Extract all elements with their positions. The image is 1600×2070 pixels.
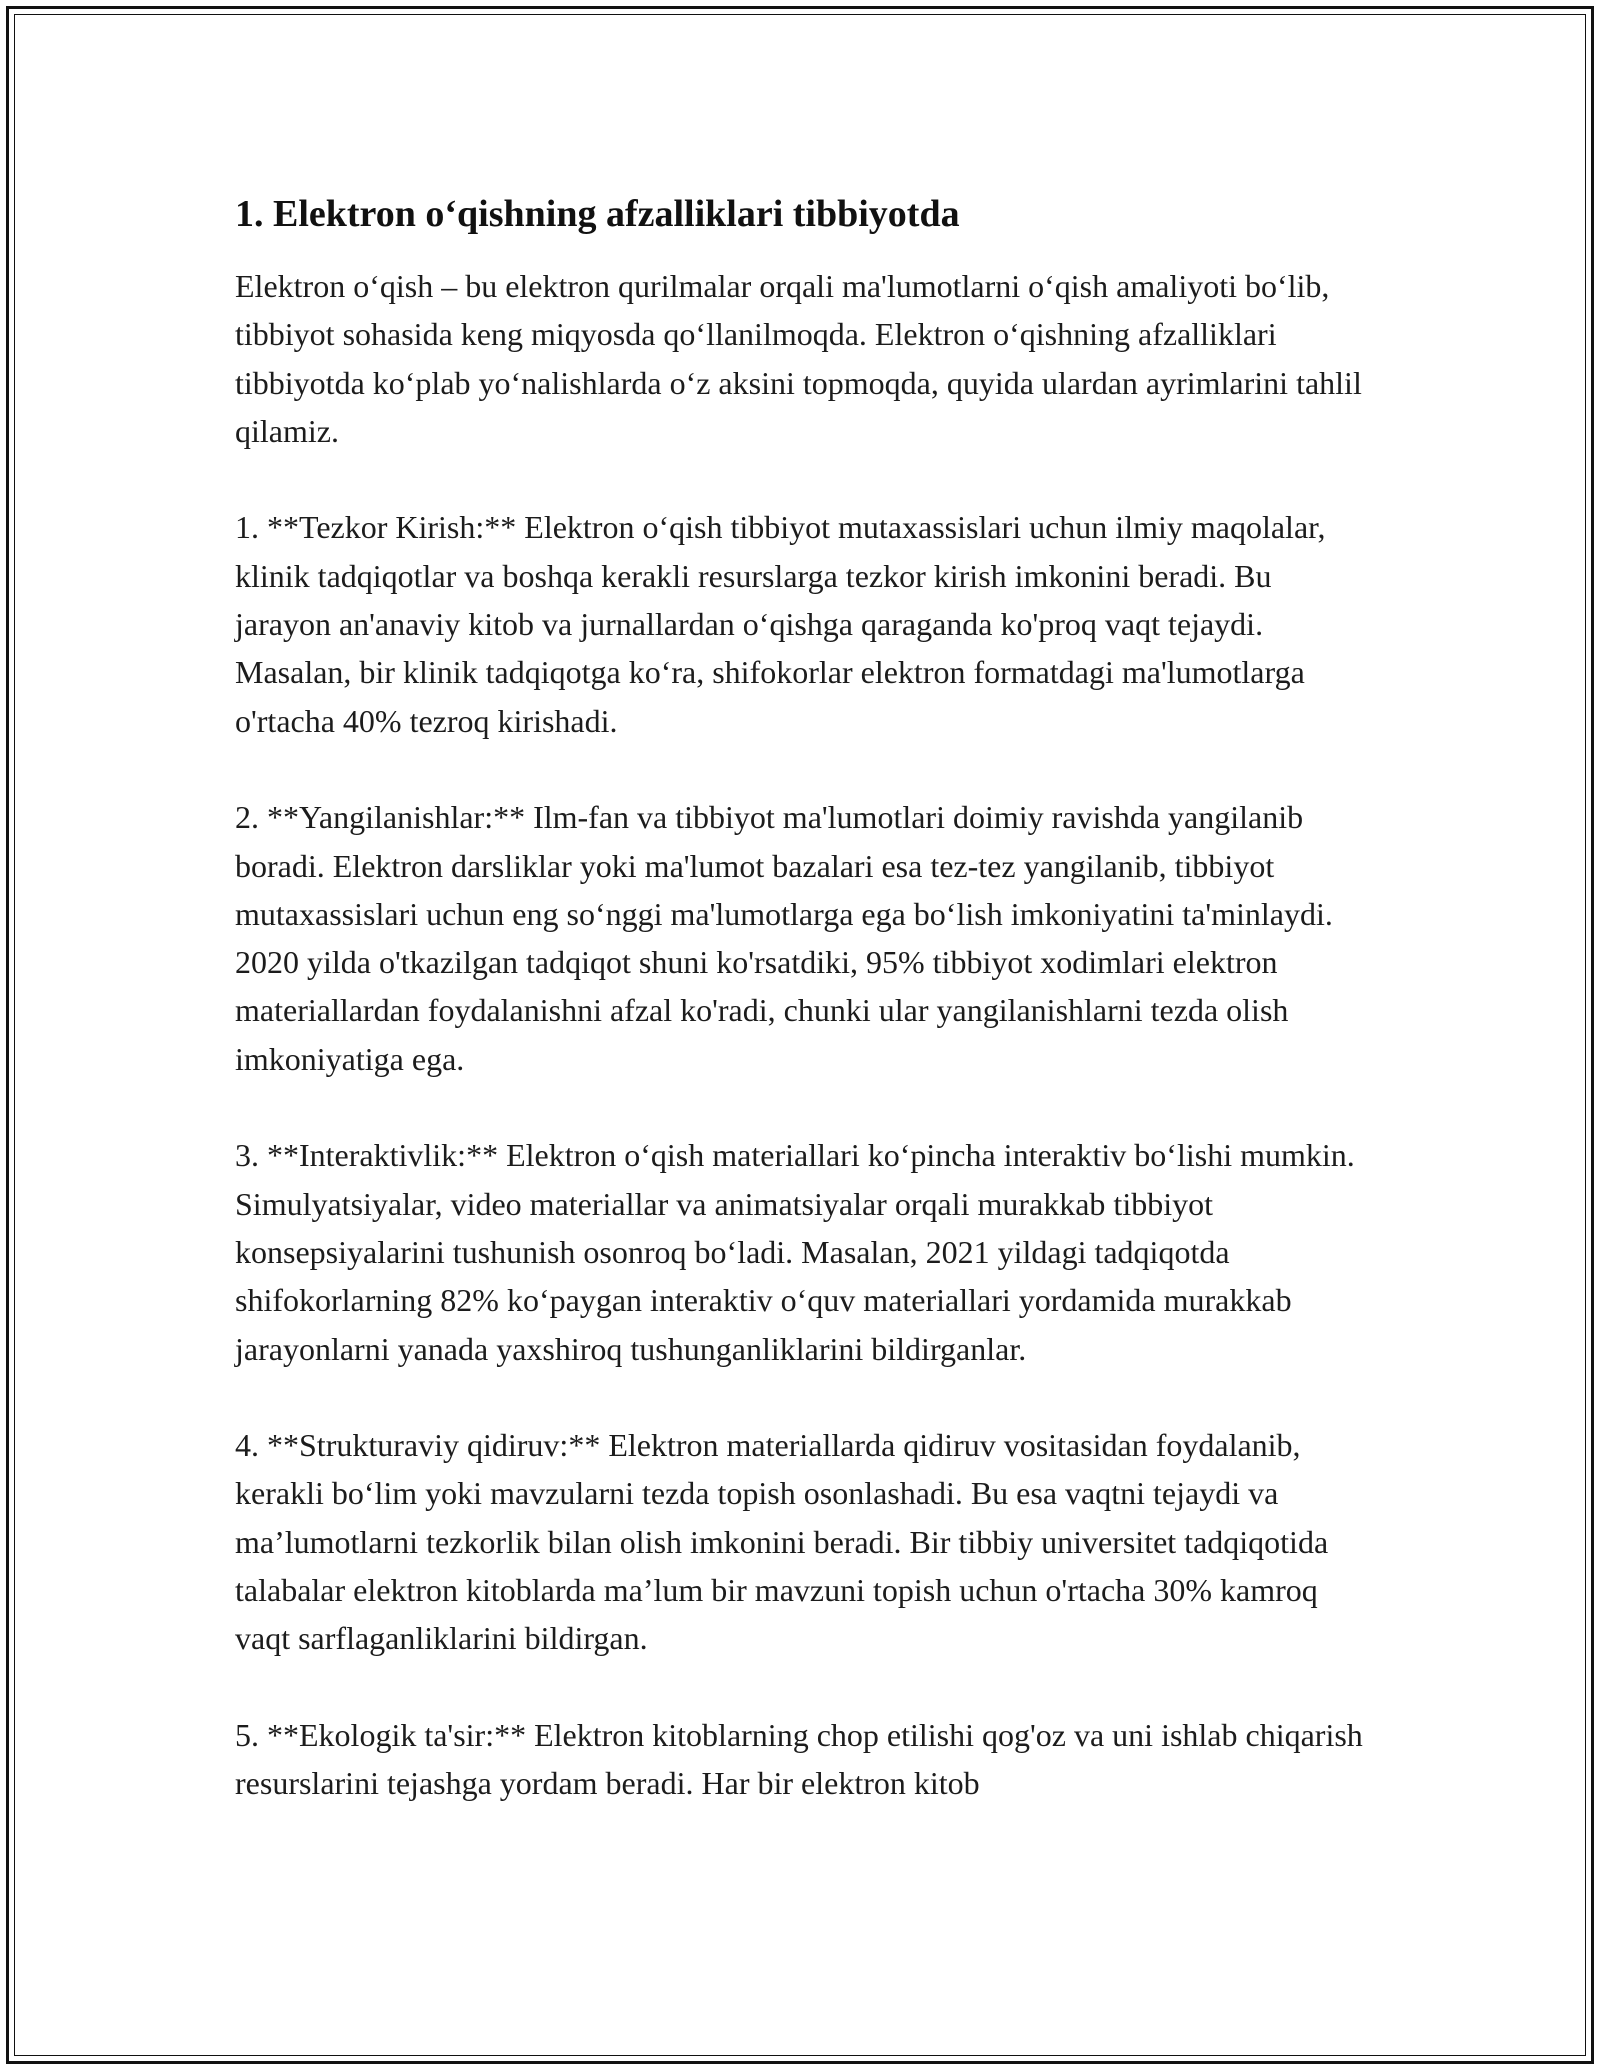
section-heading: 1. Elektron o‘qishning afzalliklari tibbiyotda <box>235 193 960 235</box>
list-item-tezkor-kirish: 1. **Tezkor Kirish:** Elektron o‘qish tibbiyot mutaxassislari uchun ilmiy maqolalar, klinik tadqiqotlar va boshqa kerakli resurslarga tezkor kirish imkonini beradi. Bu jarayon an'anaviy kitob va jurnallardan o‘qishga qaraganda ko'proq vaqt tejaydi. Masalan, bir klinik tadqiqotga ko‘ra, shifokorlar elektron formatdagi ma'lumotlarga o'rtacha 40% tezroq kirishadi. <box>235 509 1326 739</box>
list-item-ekologik-tasir: 5. **Ekologik ta'sir:** Elektron kitoblarning chop etilishi qog'oz va uni ishlab chiqarish resurslarini tejashga yordam beradi. Har bir elektron kitob <box>235 1716 1363 1802</box>
list-item-interaktivlik: 3. **Interaktivlik:** Elektron o‘qish materiallari ko‘pincha interaktiv bo‘lishi mumkin. Simulyatsiyalar, video materiallar va animatsiyalar orqali murakkab tibbiyot konsepsiyalarini tushunish osonroq bo‘ladi. Masalan, 2021 yildagi tadqiqotda shifokorlarning 82% ko‘paygan interaktiv o‘quv materiallari yordamida murakkab jarayonlarni yanada yaxshiroq tushunganliklarini bildirganlar. <box>235 1137 1355 1367</box>
document-body <box>235 186 1375 1856</box>
intro-paragraph: Elektron o‘qish – bu elektron qurilmalar orqali ma'lumotlarni o‘qish amaliyoti bo‘lib, tibbiyot sohasida keng miqyosda qo‘llanilmoqda. Elektron o‘qishning afzalliklari tibbiyotda ko‘plab yo‘nalishlarda o‘z aksini topmoqda, quyida ulardan ayrimlarini tahlil qilamiz. <box>235 268 1362 449</box>
list-item-yangilanishlar: 2. **Yangilanishlar:** Ilm-fan va tibbiyot ma'lumotlari doimiy ravishda yangilanib boradi. Elektron darsliklar yoki ma'lumot bazalari esa tez-tez yangilanib, tibbiyot mutaxassislari uchun eng so‘nggi ma'lumotlarga ega bo‘lish imkoniyatini ta'minlaydi. 2020 yilda o'tkazilgan tadqiqot shuni ko'rsatdiki, 95% tibbiyot xodimlari elektron materiallardan foydalanishni afzal ko'radi, chunki ular yangilanishlarni tezda olish imkoniyatiga ega. <box>235 799 1333 1077</box>
list-item-strukturaviy-qidiruv: 4. **Strukturaviy qidiruv:** Elektron materiallarda qidiruv vositasidan foydalanib, kerakli bo‘lim yoki mavzularni tezda topish osonlashadi. Bu esa vaqtni tejaydi va ma’lumotlarni tezkorlik bilan olish imkonini beradi. Bir tibbiy universitet tadqiqotida talabalar elektron kitoblarda ma’lum bir mavzuni topish uchun o'rtacha 30% kamroq vaqt sarflaganliklarini bildirgan. <box>235 1427 1329 1657</box>
